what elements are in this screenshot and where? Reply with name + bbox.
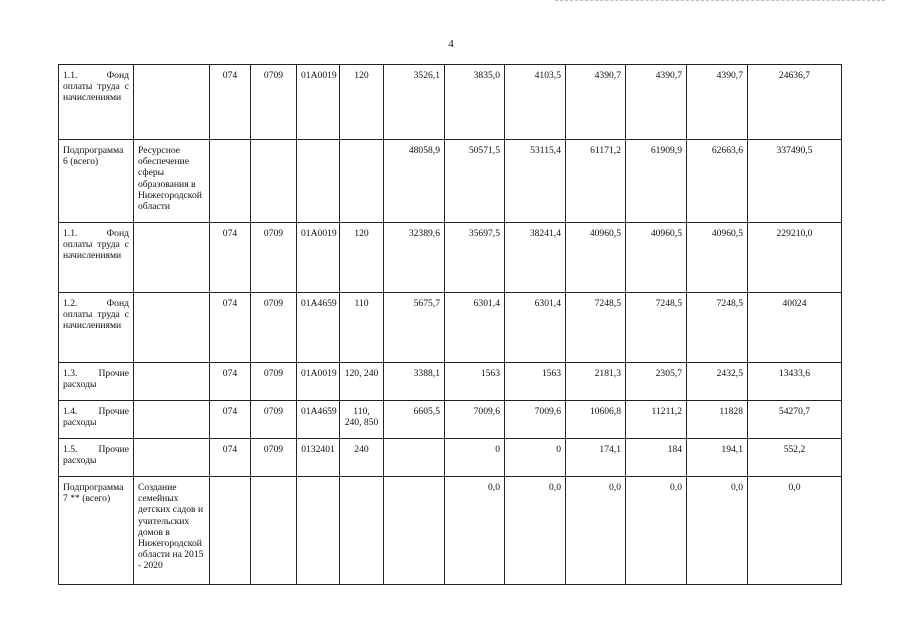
total-cell: 0,0 [748, 477, 842, 585]
value-4-cell: 7248,5 [566, 293, 626, 363]
row-description-cell [134, 439, 210, 477]
scan-top-edge-marks [555, 0, 885, 3]
table-row [59, 293, 842, 363]
table-row [59, 401, 842, 439]
value-2-cell: 1563 [445, 363, 505, 401]
code-4-cell [340, 477, 384, 585]
table-row [59, 65, 842, 140]
row-description-cell [134, 401, 210, 439]
total-cell: 40024 [748, 293, 842, 363]
code-1-cell: 074 [210, 439, 251, 477]
code-1-cell: 074 [210, 293, 251, 363]
value-3-cell: 53115,4 [505, 140, 566, 223]
table-row [59, 140, 842, 223]
total-cell: 552,2 [748, 439, 842, 477]
value-4-cell: 10606,8 [566, 401, 626, 439]
value-1-cell: 48058,9 [384, 140, 445, 223]
code-4-cell: 120 [340, 223, 384, 293]
code-3-cell [297, 140, 340, 223]
code-4-cell: 110, 240, 850 [340, 401, 384, 439]
value-2-cell: 50571,5 [445, 140, 505, 223]
value-1-cell: 6605,5 [384, 401, 445, 439]
value-5-cell: 0,0 [626, 477, 687, 585]
page-number: 4 [448, 38, 454, 50]
value-6-cell: 40960,5 [687, 223, 748, 293]
code-3-cell: 01А4659 [297, 401, 340, 439]
code-3-cell: 01А4659 [297, 293, 340, 363]
value-5-cell: 11211,2 [626, 401, 687, 439]
value-6-cell: 194,1 [687, 439, 748, 477]
code-1-cell: 074 [210, 401, 251, 439]
code-1-cell: 074 [210, 65, 251, 140]
value-3-cell: 6301,4 [505, 293, 566, 363]
value-5-cell: 61909,9 [626, 140, 687, 223]
code-1-cell [210, 140, 251, 223]
table-row [59, 439, 842, 477]
row-name-cell: 1.3. Прочие расходы [59, 363, 134, 401]
value-2-cell: 7009,6 [445, 401, 505, 439]
row-name-cell: 1.4. Прочие расходы [59, 401, 134, 439]
code-3-cell: 01А0019 [297, 65, 340, 140]
code-2-cell: 0709 [251, 363, 297, 401]
total-cell: 337490,5 [748, 140, 842, 223]
code-1-cell: 074 [210, 363, 251, 401]
value-3-cell: 0 [505, 439, 566, 477]
code-2-cell [251, 477, 297, 585]
table-row [59, 477, 842, 585]
value-6-cell: 62663,6 [687, 140, 748, 223]
row-name-cell: 1.1. Фонд оплаты труда с начислениями [59, 223, 134, 293]
value-3-cell: 38241,4 [505, 223, 566, 293]
value-5-cell: 7248,5 [626, 293, 687, 363]
value-2-cell: 6301,4 [445, 293, 505, 363]
value-6-cell: 0,0 [687, 477, 748, 585]
row-name-cell: Подпрограмма 7 ** (всего) [59, 477, 134, 585]
value-1-cell: 3526,1 [384, 65, 445, 140]
value-4-cell: 174,1 [566, 439, 626, 477]
value-3-cell: 7009,6 [505, 401, 566, 439]
total-cell: 54270,7 [748, 401, 842, 439]
value-5-cell: 2305,7 [626, 363, 687, 401]
code-2-cell: 0709 [251, 223, 297, 293]
code-3-cell: 01А0019 [297, 363, 340, 401]
row-name-cell: 1.1. Фонд оплаты труда с начислениями [59, 65, 134, 140]
value-5-cell: 40960,5 [626, 223, 687, 293]
row-name-cell: 1.2. Фонд оплаты труда с начислениями [59, 293, 134, 363]
code-2-cell: 0709 [251, 293, 297, 363]
row-name-cell: Подпрограмма 6 (всего) [59, 140, 134, 223]
total-cell: 13433,6 [748, 363, 842, 401]
value-2-cell: 3835,0 [445, 65, 505, 140]
value-2-cell: 35697,5 [445, 223, 505, 293]
table-row [59, 223, 842, 293]
total-cell: 229210,0 [748, 223, 842, 293]
value-1-cell: 5675,7 [384, 293, 445, 363]
code-4-cell: 110 [340, 293, 384, 363]
code-3-cell: 01А0019 [297, 223, 340, 293]
value-1-cell: 3388,1 [384, 363, 445, 401]
value-4-cell: 0,0 [566, 477, 626, 585]
row-description-cell: Создание семейных детских садов и учительских домов в Нижегородской области на 2015 - 2020 [134, 477, 210, 585]
code-4-cell: 120, 240 [340, 363, 384, 401]
code-2-cell [251, 140, 297, 223]
value-1-cell [384, 477, 445, 585]
value-1-cell [384, 439, 445, 477]
row-name-cell: 1.5. Прочие расходы [59, 439, 134, 477]
value-5-cell: 184 [626, 439, 687, 477]
value-1-cell: 32389,6 [384, 223, 445, 293]
row-description-cell [134, 363, 210, 401]
value-6-cell: 11828 [687, 401, 748, 439]
code-2-cell: 0709 [251, 65, 297, 140]
table-row [59, 363, 842, 401]
code-4-cell [340, 140, 384, 223]
row-description-cell [134, 293, 210, 363]
code-2-cell: 0709 [251, 439, 297, 477]
value-5-cell: 4390,7 [626, 65, 687, 140]
code-3-cell [297, 477, 340, 585]
value-3-cell: 0,0 [505, 477, 566, 585]
code-4-cell: 120 [340, 65, 384, 140]
total-cell: 24636,7 [748, 65, 842, 140]
value-3-cell: 4103,5 [505, 65, 566, 140]
row-description-cell [134, 65, 210, 140]
code-4-cell: 240 [340, 439, 384, 477]
value-4-cell: 40960,5 [566, 223, 626, 293]
code-1-cell [210, 477, 251, 585]
value-6-cell: 7248,5 [687, 293, 748, 363]
value-4-cell: 2181,3 [566, 363, 626, 401]
row-description-cell: Ресурсное обеспечение сферы образования в Нижегородской области [134, 140, 210, 223]
value-3-cell: 1563 [505, 363, 566, 401]
value-2-cell: 0,0 [445, 477, 505, 585]
row-description-cell [134, 223, 210, 293]
budget-table [58, 64, 842, 585]
value-4-cell: 61171,2 [566, 140, 626, 223]
value-6-cell: 4390,7 [687, 65, 748, 140]
code-3-cell: 0132401 [297, 439, 340, 477]
code-1-cell: 074 [210, 223, 251, 293]
value-4-cell: 4390,7 [566, 65, 626, 140]
value-2-cell: 0 [445, 439, 505, 477]
value-6-cell: 2432,5 [687, 363, 748, 401]
code-2-cell: 0709 [251, 401, 297, 439]
